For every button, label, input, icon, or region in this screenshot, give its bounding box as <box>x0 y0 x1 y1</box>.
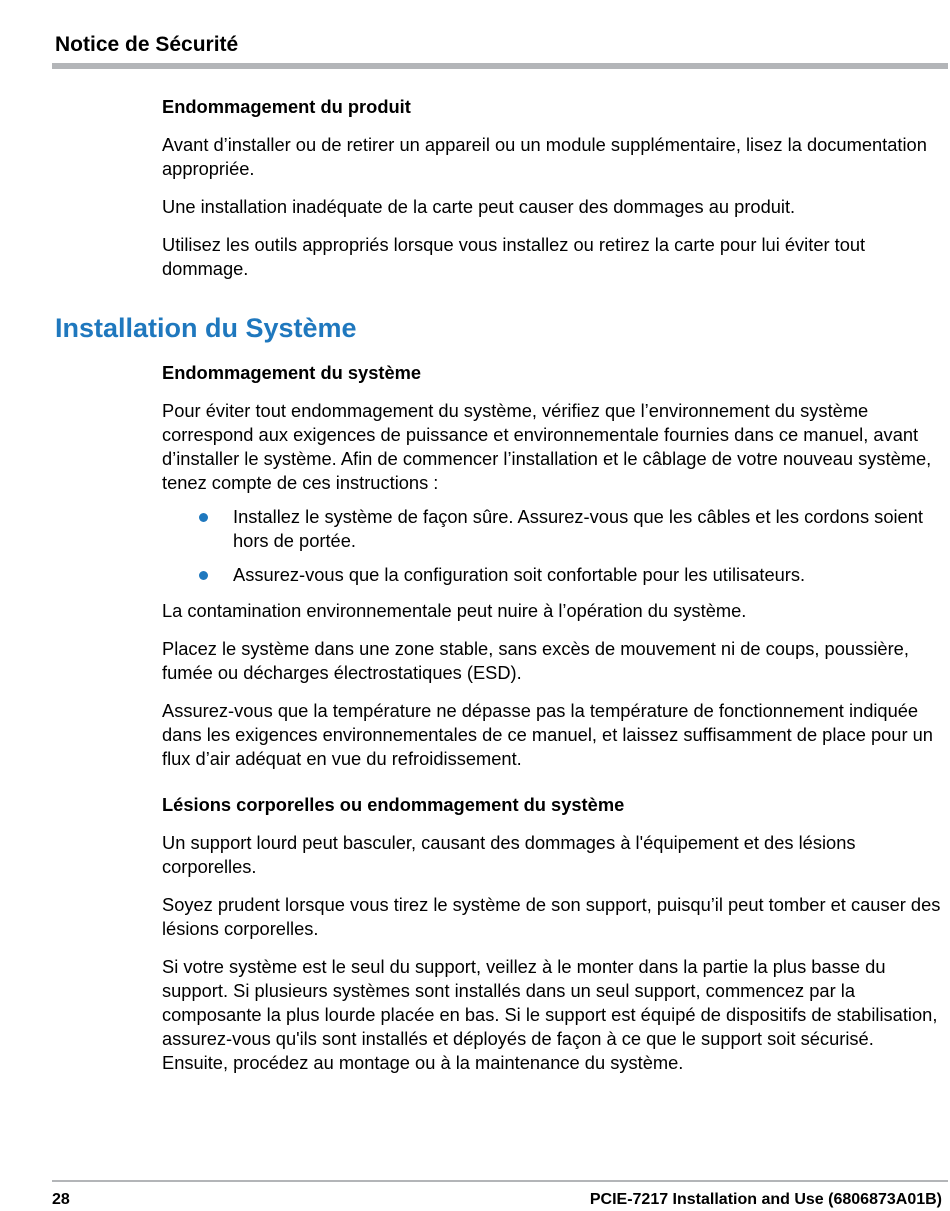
bullet-dot-icon <box>199 513 208 522</box>
list-item <box>162 505 944 553</box>
injury-heading: Lésions corporelles ou endommagement du système <box>162 794 625 815</box>
paragraph: Avant d’installer ou de retirer un appareil ou un module supplémentaire, lisez la documentation appropriée. <box>162 134 927 179</box>
paragraph: Utilisez les outils appropriés lorsque vous installez ou retirez la carte pour lui éviter tout dommage. <box>162 234 866 279</box>
bullet-dot-icon <box>199 571 208 580</box>
list-item-text: Installez le système de façon sûre. Assurez-vous que les câbles et les cordons soient hors de portée. <box>233 506 923 551</box>
footer-rule <box>52 1180 948 1182</box>
list-item-text: Assurez-vous que la configuration soit confortable pour les utilisateurs. <box>233 564 806 585</box>
paragraph: Un support lourd peut basculer, causant des dommages à l'équipement et des lésions corporelles. <box>162 832 856 877</box>
paragraph: Soyez prudent lorsque vous tirez le système de son support, puisqu’il peut tomber et causer des lésions corporelles. <box>162 894 941 939</box>
instruction-list <box>162 505 944 587</box>
paragraph: La contamination environnementale peut nuire à l’opération du système. <box>162 600 747 621</box>
system-damage-heading: Endommagement du système <box>162 362 422 383</box>
page-header-title: Notice de Sécurité <box>55 33 239 56</box>
paragraph: Placez le système dans une zone stable, sans excès de mouvement ni de coups, poussière, fumée ou décharges électrostatiques (ESD). <box>162 638 909 683</box>
paragraph: Pour éviter tout endommagement du système, vérifiez que l’environnement du système correspond aux exigences de puissance et environnementale fournies dans ce manuel, avant d’installer le système. Afin de commencer l’installation et le câblage de votre nouveau système, tenez compte de ces instructions : <box>162 400 932 493</box>
footer-page-number: 28 <box>52 1191 70 1208</box>
list-item <box>162 563 944 587</box>
paragraph: Assurez-vous que la température ne dépasse pas la température de fonctionnement indiquée dans les exigences environnementales de ce manuel, et laissez suffisamment de place pour un flux d’air adéquat en vue du refroidissement. <box>162 700 933 769</box>
paragraph: Une installation inadéquate de la carte peut causer des dommages au produit. <box>162 196 796 217</box>
product-damage-heading: Endommagement du produit <box>162 96 411 117</box>
header-rule <box>52 63 948 69</box>
product-damage-block <box>162 95 944 295</box>
paragraph: Si votre système est le seul du support, veillez à le monter dans la partie la plus basse du support. Si plusieurs systèmes sont installés dans un seul support, commencez par la composante la plus lourde placée en bas. Si le support est équipé de dispositifs de stabilisation, assurez-vous qu'ils sont installés et déployés de façon à ce que le support soit sécurisé. Ensuite, procédez au montage ou à la maintenance du système. <box>162 956 938 1073</box>
system-damage-block <box>162 361 944 1089</box>
section-title: Installation du Système <box>55 313 357 343</box>
footer-document-title: PCIE-7217 Installation and Use (6806873A01B) <box>589 1191 942 1208</box>
